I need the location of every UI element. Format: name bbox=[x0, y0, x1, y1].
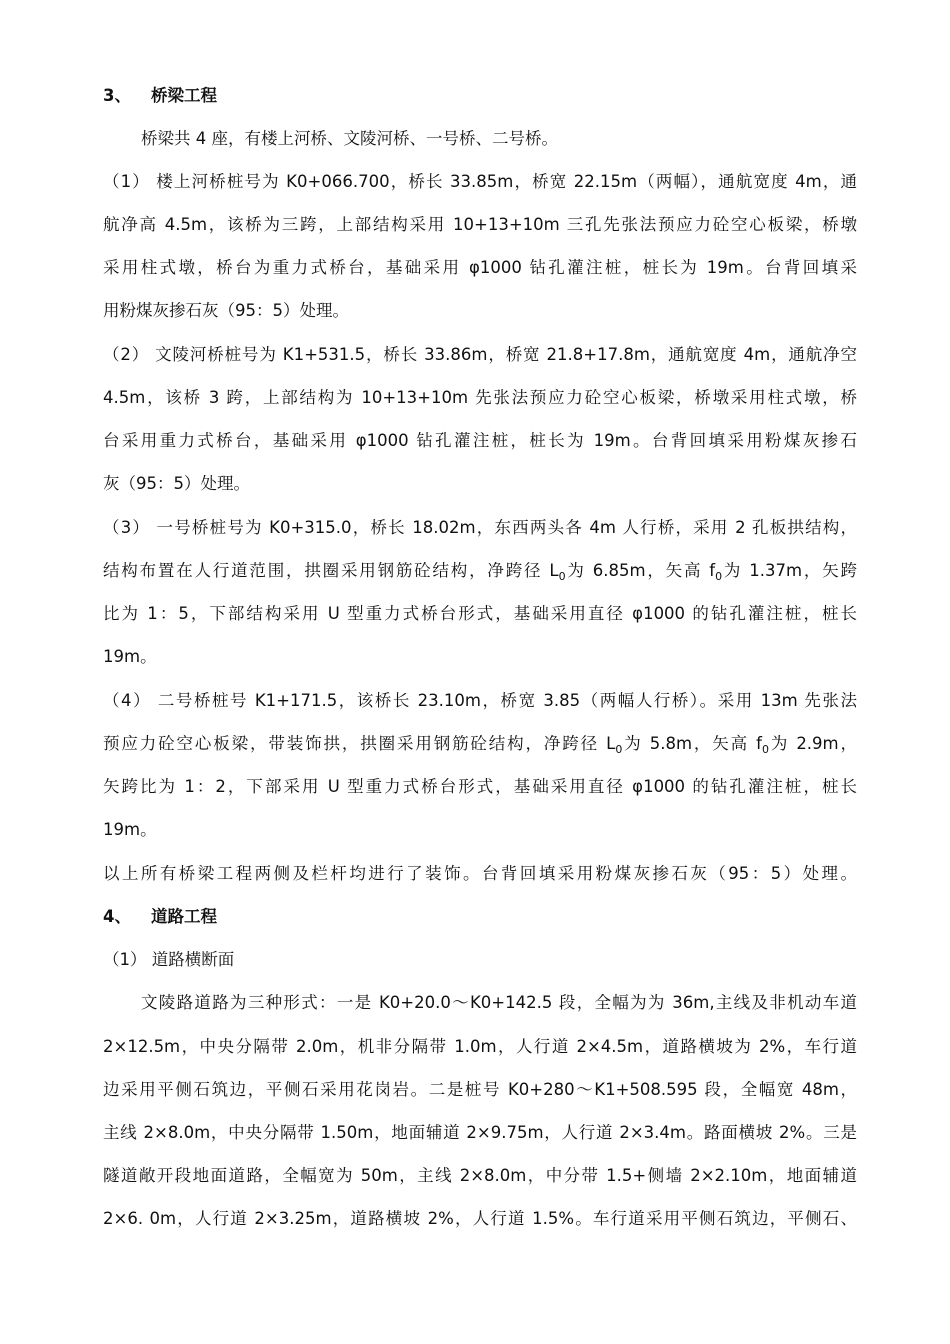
section-3-number: 3、 bbox=[103, 86, 131, 105]
bridge-2-line-4: 灰（95：5）处理。 bbox=[103, 474, 250, 493]
road-para-line-4: 主线 2×8.0m，中央分隔带 1.50m，地面辅道 2×9.75m，人行道 2×3.4m。路面横坡 2%。三是 bbox=[103, 1123, 857, 1142]
section-3-intro: 桥梁共 4 座，有楼上河桥、文陵河桥、一号桥、二号桥。 bbox=[141, 129, 558, 148]
bridge-3-line-3: 比为 1：5，下部结构采用 U 型重力式桥台形式，基础采用直径 φ1000 的钻孔灌注桩，桩长 bbox=[103, 604, 857, 623]
road-para-line-1: 文陵路道路为三种形式：一是 K0+20.0～K0+142.5 段，全幅为为 36m,主线及非机动车道 bbox=[141, 993, 857, 1012]
bridge-3-line-2-part-c: 为 1.37m，矢跨 bbox=[722, 561, 857, 580]
road-para-line-5: 隧道敞开段地面道路，全幅宽为 50m，主线 2×8.0m，中分带 1.5+侧墙 2×2.10m，地面辅道 bbox=[103, 1166, 857, 1185]
bridge-2-line-3: 台采用重力式桥台，基础采用 φ1000 钻孔灌注桩，桩长为 19m。台背回填采用粉煤灰掺石 bbox=[103, 431, 857, 450]
bridge-1-line-4: 用粉煤灰掺石灰（95：5）处理。 bbox=[103, 301, 349, 320]
bridge-4-line-2 bbox=[103, 734, 857, 760]
road-para-line-2: 2×12.5m，中央分隔带 2.0m，机非分隔带 1.0m，人行道 2×4.5m，道路横坡为 2%，车行道 bbox=[103, 1037, 857, 1056]
bridge-4-line-4: 19m。 bbox=[103, 820, 157, 839]
bridge-4-line-2-part-c: 为 2.9m， bbox=[768, 734, 857, 753]
section-3-title: 桥梁工程 bbox=[151, 86, 217, 105]
subscript-0: 0 bbox=[715, 570, 723, 583]
bridge-4-line-2-part-a: 预应力砼空心板梁，带装饰拱，拱圈采用钢筋砼结构，净跨径 L bbox=[103, 734, 616, 753]
bridge-4-line-1: （4） 二号桥桩号 K1+171.5，该桥长 23.10m，桥宽 3.85（两幅人行桥）。采用 13m 先张法 bbox=[103, 691, 857, 710]
subscript-0: 0 bbox=[615, 743, 623, 756]
road-para-line-6: 2×6. 0m，人行道 2×3.25m，道路横坡 2%，人行道 1.5%。车行道采用平侧石筑边，平侧石、 bbox=[103, 1209, 857, 1228]
subscript-0: 0 bbox=[558, 570, 566, 583]
subscript-0: 0 bbox=[761, 743, 769, 756]
bridge-3-line-2 bbox=[103, 561, 857, 587]
road-subheading-1: （1） 道路横断面 bbox=[103, 950, 235, 969]
bridge-1-line-1: （1） 楼上河桥桩号为 K0+066.700，桥长 33.85m，桥宽 22.15m（两幅），通航宽度 4m，通 bbox=[103, 172, 857, 191]
section-4-heading bbox=[103, 907, 217, 927]
section-4-title: 道路工程 bbox=[151, 907, 217, 926]
bridge-2-line-1: （2） 文陵河桥桩号为 K1+531.5，桥长 33.86m，桥宽 21.8+17.8m，通航宽度 4m，通航净空 bbox=[103, 345, 857, 364]
bridge-3-line-2-part-a: 结构布置在人行道范围，拱圈采用钢筋砼结构，净跨径 L bbox=[103, 561, 559, 580]
bridge-3-line-1: （3） 一号桥桩号为 K0+315.0，桥长 18.02m，东西两头各 4m 人行桥，采用 2 孔板拱结构， bbox=[103, 518, 857, 537]
bridge-1-line-2: 航净高 4.5m，该桥为三跨，上部结构采用 10+13+10m 三孔先张法预应力砼空心板梁，桥墩 bbox=[103, 215, 857, 234]
bridges-summary: 以上所有桥梁工程两侧及栏杆均进行了装饰。台背回填采用粉煤灰掺石灰（95：5）处理。 bbox=[103, 864, 857, 883]
bridge-1-line-3: 采用柱式墩，桥台为重力式桥台，基础采用 φ1000 钻孔灌注桩，桩长为 19m。台背回填采 bbox=[103, 258, 857, 277]
bridge-4-line-3: 矢跨比为 1：2，下部采用 U 型重力式桥台形式，基础采用直径 φ1000 的钻孔灌注桩，桩长 bbox=[103, 777, 857, 796]
bridge-4-line-2-part-b: 为 5.8m，矢高 f bbox=[622, 734, 762, 753]
bridge-3-line-4: 19m。 bbox=[103, 647, 157, 666]
bridge-3-line-2-part-b: 为 6.85m，矢高 f bbox=[565, 561, 716, 580]
bridge-2-line-2: 4.5m，该桥 3 跨，上部结构为 10+13+10m 先张法预应力砼空心板梁，桥墩采用柱式墩，桥 bbox=[103, 388, 857, 407]
section-4-number: 4、 bbox=[103, 907, 131, 926]
road-para-line-3: 边采用平侧石筑边，平侧石采用花岗岩。二是桩号 K0+280～K1+508.595 段，全幅宽 48m， bbox=[103, 1080, 857, 1099]
section-3-heading bbox=[103, 86, 217, 106]
